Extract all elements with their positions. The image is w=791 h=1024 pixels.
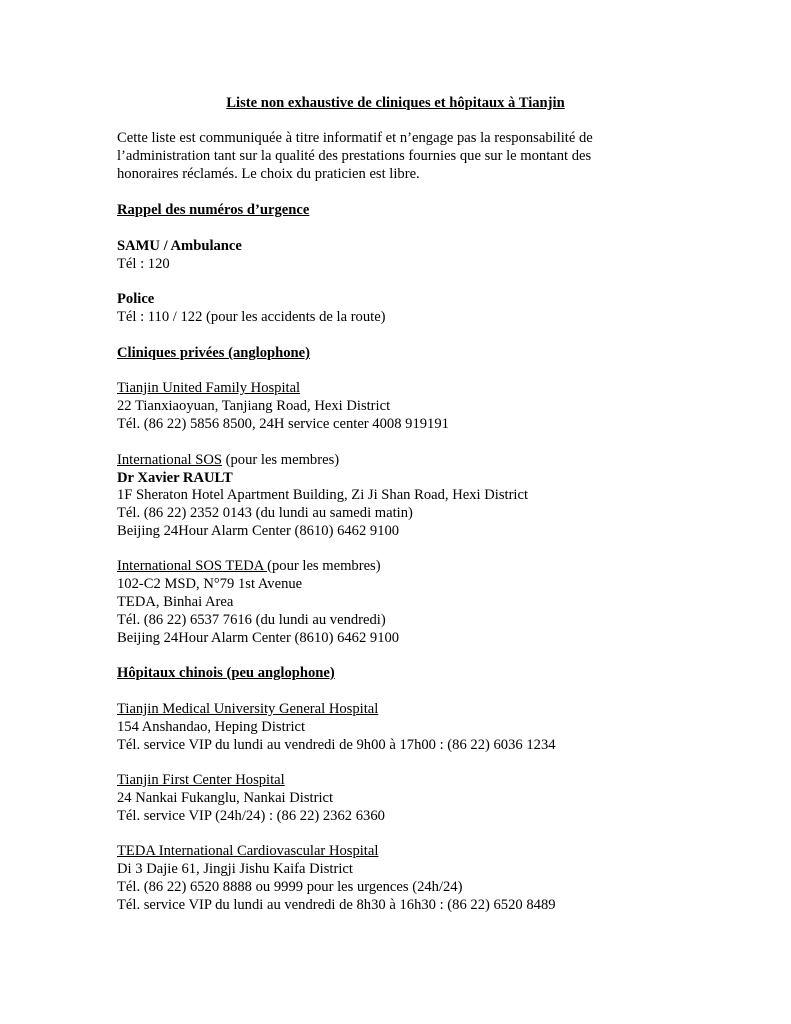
sos-teda-note: (pour les membres) bbox=[267, 558, 381, 574]
sos-title-line bbox=[117, 451, 339, 469]
document-title: Liste non exhaustive de cliniques et hôpitaux à Tianjin bbox=[226, 95, 565, 111]
first-center-name: Tianjin First Center Hospital bbox=[117, 772, 285, 788]
sos-teda-alarm: Beijing 24Hour Alarm Center (8610) 6462 9100 bbox=[117, 630, 400, 646]
first-center-phone: Tél. service VIP (24h/24) : (86 22) 2362 6360 bbox=[117, 808, 385, 824]
sos-teda-name: International SOS TEDA bbox=[117, 558, 268, 574]
chinese-hospitals-heading: Hôpitaux chinois (peu anglophone) bbox=[117, 665, 335, 681]
teda-cardio-phone-vip: Tél. service VIP du lundi au vendredi de 8h30 à 16h30 : (86 22) 6520 8489 bbox=[117, 897, 556, 913]
emergency-heading: Rappel des numéros d’urgence bbox=[117, 202, 310, 218]
samu-name: SAMU / Ambulance bbox=[117, 238, 242, 254]
intro-line-1: Cette liste est communiquée à titre informatif et n’engage pas la responsabilité de bbox=[117, 130, 593, 146]
medical-university-name: Tianjin Medical University General Hospital bbox=[117, 701, 379, 717]
united-family-name: Tianjin United Family Hospital bbox=[117, 380, 301, 396]
sos-address: 1F Sheraton Hotel Apartment Building, Zi Ji Shan Road, Hexi District bbox=[117, 487, 529, 503]
sos-note: (pour les membres) bbox=[221, 452, 340, 468]
teda-cardio-name: TEDA International Cardiovascular Hospital bbox=[117, 843, 379, 859]
intro-line-3: honoraires réclamés. Le choix du praticien est libre. bbox=[117, 166, 420, 182]
united-family-address: 22 Tianxiaoyuan, Tanjiang Road, Hexi District bbox=[117, 398, 391, 414]
united-family-phone: Tél. (86 22) 5856 8500, 24H service center 4008 919191 bbox=[117, 416, 449, 432]
medical-university-phone: Tél. service VIP du lundi au vendredi de 9h00 à 17h00 : (86 22) 6036 1234 bbox=[117, 737, 556, 753]
medical-university-address: 154 Anshandao, Heping District bbox=[117, 719, 306, 735]
sos-phone: Tél. (86 22) 2352 0143 (du lundi au samedi matin) bbox=[117, 505, 413, 521]
intro-line-2: l’administration tant sur la qualité des prestations fournies que sur le montant des bbox=[117, 148, 592, 164]
police-name: Police bbox=[117, 291, 155, 307]
sos-teda-title-line bbox=[117, 557, 381, 575]
teda-cardio-address: Di 3 Dajie 61, Jingji Jishu Kaifa District bbox=[117, 861, 353, 877]
sos-doctor: Dr Xavier RAULT bbox=[117, 470, 233, 486]
sos-teda-address-1: 102-C2 MSD, N°79 1st Avenue bbox=[117, 576, 303, 592]
police-phone: Tél : 110 / 122 (pour les accidents de la route) bbox=[117, 309, 386, 325]
first-center-address: 24 Nankai Fukanglu, Nankai District bbox=[117, 790, 334, 806]
samu-phone: Tél : 120 bbox=[117, 256, 170, 272]
private-clinics-heading: Cliniques privées (anglophone) bbox=[117, 345, 310, 361]
sos-name: International SOS bbox=[117, 452, 222, 468]
sos-teda-address-2: TEDA, Binhai Area bbox=[117, 594, 234, 610]
sos-teda-phone: Tél. (86 22) 6537 7616 (du lundi au vendredi) bbox=[117, 612, 386, 628]
sos-alarm: Beijing 24Hour Alarm Center (8610) 6462 9100 bbox=[117, 523, 400, 539]
teda-cardio-phone: Tél. (86 22) 6520 8888 ou 9999 pour les urgences (24h/24) bbox=[117, 879, 463, 895]
